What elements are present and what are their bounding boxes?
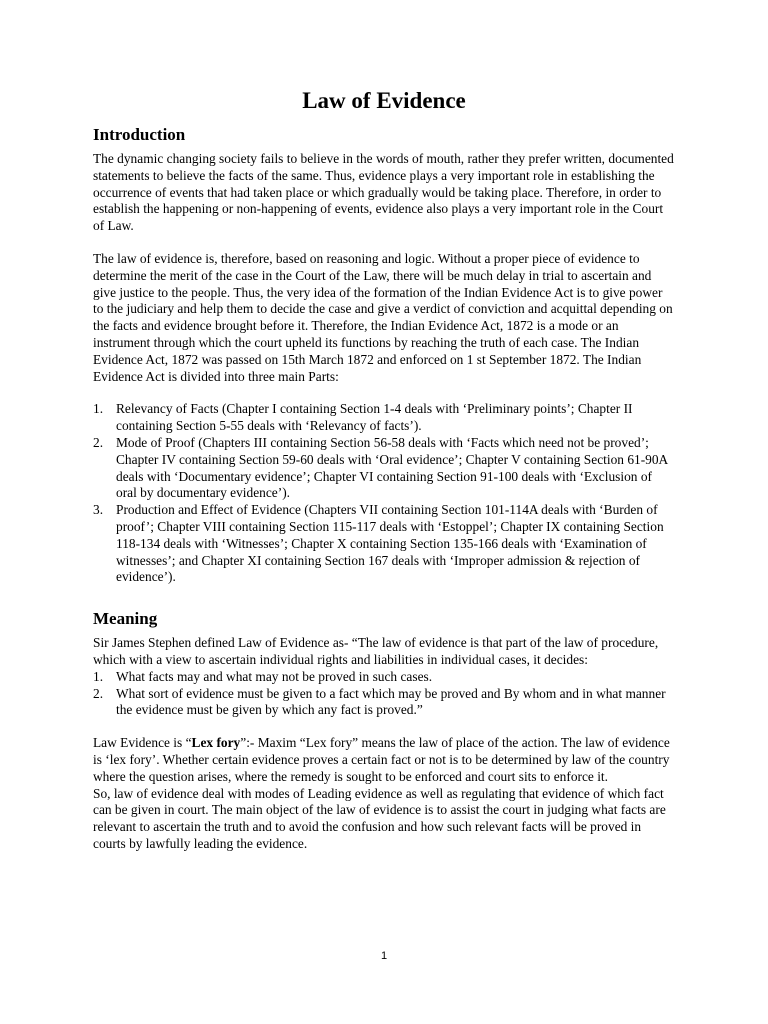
list-item-text: Mode of Proof (Chapters III containing Section 56-58 deals with ‘Facts which need not be proved’; Chapter IV containing Section 59-60 deals with ‘Oral evidence’; Chapter V containing Section 61-90A deals with ‘Documentary evidence’; Chapter VI containing Section 91-100 deals with ‘Exclusion of oral by documentary evidence’). (116, 434, 668, 501)
list-item (93, 502, 675, 586)
introduction-heading: Introduction (93, 125, 186, 144)
list-item (93, 669, 675, 686)
page-number: 1 (380, 950, 388, 962)
meaning-paragraph-1: Sir James Stephen defined Law of Evidence as- “The law of evidence is that part of the law of procedure, which with a view to ascertain individual rights and liabilities in individual cases, it decides: (93, 635, 659, 667)
paragraph-gap (93, 385, 675, 401)
lex-rest: ”:- Maxim “Lex fory” means the law of place of the action. The law of evidence is ‘lex fory’. Whether certain evidence proves a certain fact or not is to be determined by law of the country where the question arises, where the remedy is sought to be enforced and court sits to enforce it. (93, 735, 670, 784)
lex-prefix: Law Evidence is “ (93, 735, 192, 751)
paragraph-gap (93, 719, 675, 735)
stephen-definition-list (93, 669, 675, 719)
list-number: 2. (93, 685, 104, 701)
list-item-text: What facts may and what may not be proved in such cases. (116, 668, 433, 684)
list-number: 2. (93, 434, 104, 450)
list-item (93, 435, 675, 502)
list-item (93, 686, 675, 720)
meaning-heading: Meaning (93, 609, 158, 629)
lex-fory-paragraph (93, 735, 675, 785)
list-number: 1. (93, 401, 104, 417)
meaning-paragraph-3: So, law of evidence deal with modes of Leading evidence as well as regulating that evidence of which fact can be given in court. The main object of the law of evidence is to assist the court in judging what facts are relevant to ascertain the truth and to avoid the confusion and how such relevant facts will be proved in courts by lawfully leading the evidence. (93, 785, 666, 851)
lex-fory-bold: Lex fory (191, 735, 241, 751)
list-number: 3. (93, 502, 104, 518)
introduction-paragraph-1: The dynamic changing society fails to believe in the words of mouth, rather they prefer written, documented statements to believe the facts of the same. Thus, evidence plays a very important role in establishing the occurrence of events that had taken place or which gradually would be taking place. Therefore, in order to establish the happening or non-happening of events, evidence also plays a very important role in the Court of Law. (93, 151, 674, 234)
paragraph-gap (93, 235, 675, 251)
act-parts-list (93, 401, 675, 586)
list-number: 1. (93, 668, 104, 684)
introduction-paragraph-2: The law of evidence is, therefore, based on reasoning and logic. Without a proper piece of evidence to determine the merit of the case in the Court of the Law, there will be much delay in trial to ascertain and give justice to the people. Thus, the very idea of the formation of the Indian Evidence Act is to give power to the judiciary and help them to decide the case and give a verdict of conviction and acquittal depending on the facts and evidence brought before it. Therefore, the Indian Evidence Act, 1872 is a mode or an instrument through which the court upheld its functions by reaching the truth of each case. The Indian Evidence Act, 1872 was passed on 15th March 1872 and enforced on 1 st September 1872. The Indian Evidence Act is divided into three main Parts: (93, 250, 673, 384)
list-item-text: Production and Effect of Evidence (Chapters VII containing Section 101-114A deals with ‘Burden of proof’; Chapter VIII containing Section 115-117 deals with ‘Estoppel’; Chapter IX containing Section 118-134 deals with ‘Witnesses’; Chapter X containing Section 135-166 deals with ‘Examination of witnesses’; and Chapter XI containing Section 167 deals with ‘Improper admission & rejection of evidence’). (116, 502, 664, 585)
document-title: Law of Evidence (302, 88, 466, 113)
list-item (93, 401, 675, 435)
list-item-text: Relevancy of Facts (Chapter I containing Section 1-4 deals with ‘Preliminary points’; Chapter II containing Section 5-55 deals with ‘Relevancy of facts’). (116, 401, 633, 434)
list-item-text: What sort of evidence must be given to a fact which may be proved and By whom and in what manner the evidence must be given by which any fact is proved.” (116, 685, 666, 718)
